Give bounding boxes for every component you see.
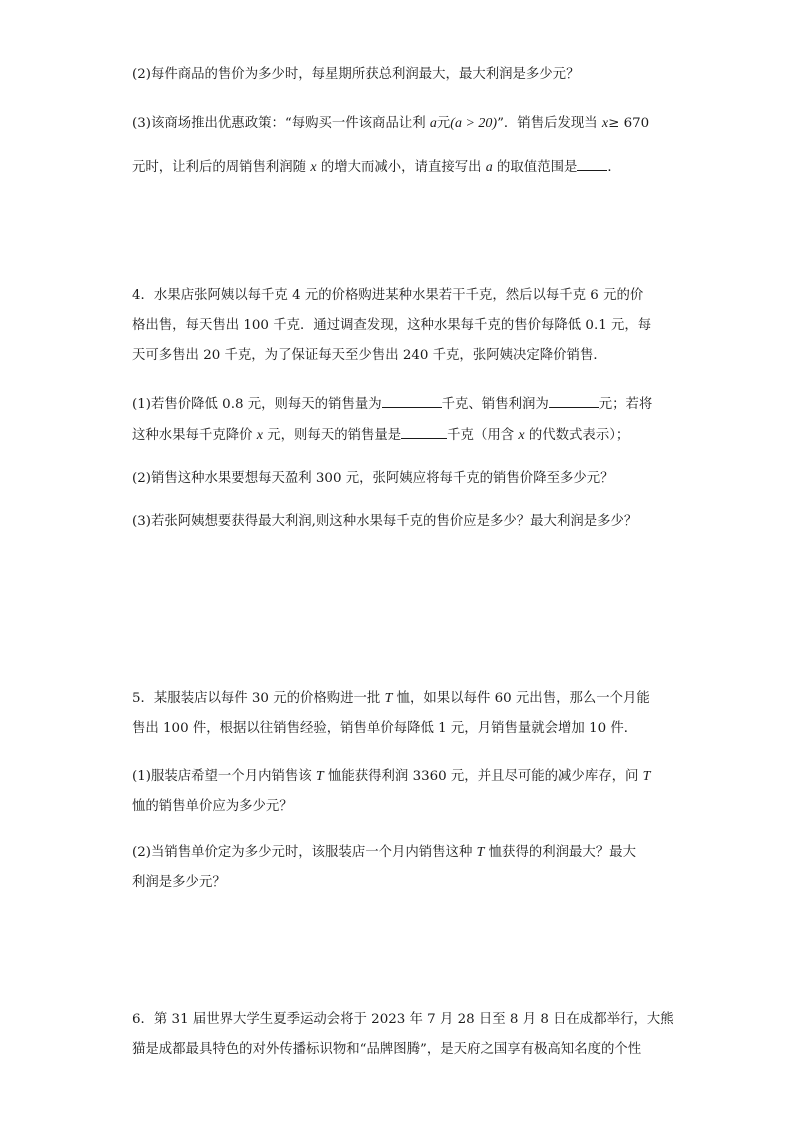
answer-blank[interactable]	[549, 393, 599, 408]
q6-stem-line2: 猫是成都最具特色的对外传播标识物和“品牌图腾”，是天府之国享有极高知名度的个性	[132, 1042, 642, 1057]
q3-part3-line1: (3)该商场推出优惠政策：“每购买一件该商品让利 a元(a > 20)”．销售后发现当 x≥ 670	[132, 116, 650, 131]
q4-stem-line3: 天可多售出 20 千克，为了保证每天至少售出 240 千克，张阿姨决定降价销售．	[132, 348, 607, 363]
q5-part2-line1: (2)当销售单价定为多少元时，该服装店一个月内销售这种 T 恤获得的利润最大？最大	[132, 845, 636, 860]
q3-part2: (2)每件商品的售价为多少时，每星期所获总利润最大，最大利润是多少元？	[132, 67, 580, 82]
q3-part3-line2: 元时，让利后的周销售利润随 x 的增大而减小，请直接写出 a 的取值范围是 ．	[132, 156, 672, 178]
q5-stem-line1: 5．某服装店以每件 30 元的价格购进一批 T 恤，如果以每件 60 元出售，那么一个月能	[132, 691, 650, 706]
q4-part1-line1: (1)若售价降低 0.8 元，则每天的销售量为 千克、销售利润为 元；若将	[132, 393, 672, 415]
q5-part1-line2: 恤的销售单价应为多少元？	[132, 799, 293, 814]
answer-blank[interactable]	[382, 393, 442, 408]
q4-stem-line1: 4．水果店张阿姨以每千克 4 元的价格购进某种水果若干千克，然后以每千克 6 元的价	[132, 288, 644, 303]
q6-stem-line1: 6．第 31 届世界大学生夏季运动会将于 2023 年 7 月 28 日至 8 月 8 日在成都举行，大熊	[132, 1012, 674, 1027]
q4-part1-line2: 这种水果每千克降价 x 元，则每天的销售量是 千克（用含 x 的代数式表示）；	[132, 424, 672, 446]
q4-part3: (3)若张阿姨想要获得最大利润,则这种水果每千克的售价应是多少？最大利润是多少？	[132, 514, 638, 529]
answer-blank[interactable]	[401, 424, 447, 439]
answer-blank[interactable]	[577, 156, 607, 171]
q5-part2-line2: 利润是多少元？	[132, 875, 226, 890]
q4-stem-line2: 格出售，每天售出 100 千克．通过调查发现，这种水果每千克的售价每降低 0.1 元，每	[132, 318, 652, 333]
q5-stem-line2: 售出 100 件，根据以往销售经验，销售单价每降低 1 元，月销售量就会增加 10 件．	[132, 721, 638, 736]
q5-part1-line1: (1)服装店希望一个月内销售该 T 恤能获得利润 3360 元，并且尽可能的减少库存，问 T	[132, 769, 651, 784]
q4-part2: (2)销售这种水果要想每天盈利 300 元，张阿姨应将每千克的销售价降至多少元？	[132, 471, 614, 486]
